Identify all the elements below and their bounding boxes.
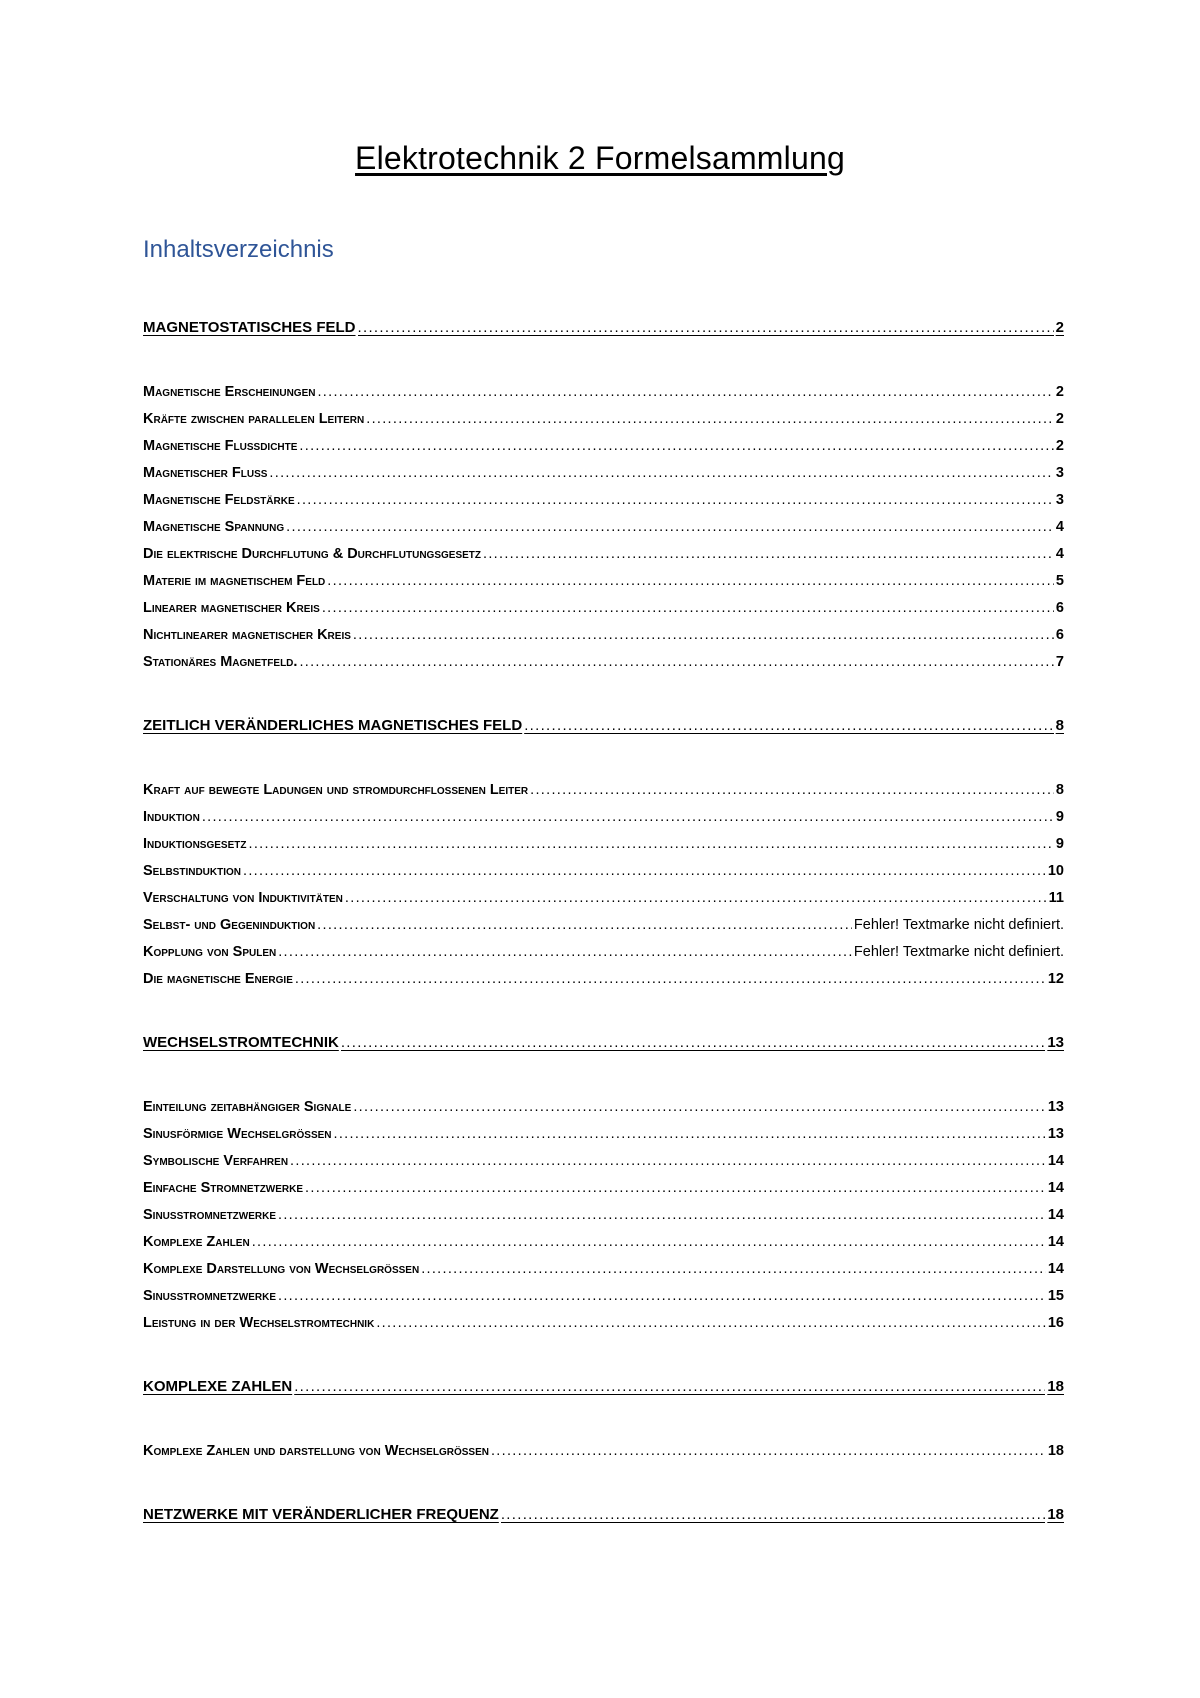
document-title: Elektrotechnik 2 Formelsammlung [355,140,845,176]
toc-leader-dots [252,1232,1046,1252]
toc-page-number: 5 [1055,573,1064,589]
toc-entry-label: Magnetische Feldstärke [143,492,295,508]
toc-page-error: Fehler! Textmarke nicht definiert. [853,917,1064,933]
toc-page-number: 14 [1047,1153,1064,1169]
toc-leader-dots [297,490,1054,510]
toc-entry[interactable] [143,1232,1064,1252]
toc-leader-dots [248,834,1053,854]
toc-entry-label: Magnetische Spannung [143,519,285,535]
toc-leader-dots [353,625,1054,645]
toc-page-number: 2 [1055,384,1064,400]
toc-page-number: 6 [1055,600,1064,616]
toc-page-number: 13 [1047,1034,1064,1051]
toc-entry[interactable] [143,490,1064,510]
toc-leader-dots [269,463,1054,483]
toc-entry[interactable] [143,1313,1064,1333]
toc-entry-label: Einfache Stromnetzwerke [143,1180,304,1196]
toc-entry[interactable] [143,571,1064,591]
toc-page-number: 18 [1047,1506,1064,1523]
toc-entry-label: Stationäres Magnetfeld. [143,654,298,670]
toc-leader-dots [278,1286,1046,1306]
toc-section-label: WECHSELSTROMTECHNIK [143,1034,339,1051]
toc-leader-dots [290,1151,1046,1171]
toc-entry-label: Komplexe Zahlen und darstellung von Wechselgrößen [143,1443,489,1459]
toc-leader-dots [299,436,1054,456]
toc-leader-dots [334,1124,1046,1144]
toc-entry-label: Selbstinduktion [143,863,242,879]
toc-page-number: 18 [1047,1378,1064,1395]
toc-page-number: 10 [1047,863,1064,879]
toc-entry[interactable] [143,436,1064,456]
toc-leader-dots [278,1205,1046,1225]
toc-page-number: 6 [1055,627,1064,643]
toc-entry-label: Sinusförmige Wechselgrößen [143,1126,332,1142]
toc-page-number: 16 [1047,1315,1064,1331]
toc-entry-label: Induktion [143,809,200,825]
toc-leader-dots [421,1259,1046,1279]
toc-page-number: 14 [1047,1261,1064,1277]
toc-leader-dots [530,780,1054,800]
toc-entry[interactable] [143,409,1064,429]
toc-entry-label: Symbolische Verfahren [143,1153,289,1169]
toc-page-number: 2 [1055,319,1064,336]
toc-leader-dots [317,382,1053,402]
toc-entry-label: Magnetische Flussdichte [143,438,298,454]
toc-page-number: 9 [1055,809,1064,825]
toc-entry-label: Verschaltung von Induktivitäten [143,890,343,906]
toc-page-number: 8 [1055,782,1064,798]
toc-entry-label: Induktionsgesetz [143,836,247,852]
toc-entry-label: Linearer magnetischer Kreis [143,600,320,616]
toc-leader-dots [358,318,1054,338]
toc-entry[interactable] [143,1286,1064,1306]
toc-leader-dots [524,716,1053,736]
toc-leader-dots [376,1313,1046,1333]
toc-leader-dots [294,1377,1045,1397]
toc-entry[interactable] [143,1124,1064,1144]
toc-page-number: 2 [1055,411,1064,427]
toc-leader-dots [345,888,1047,908]
toc-entry[interactable] [143,1151,1064,1171]
toc-leader-dots [483,544,1054,564]
toc-entry[interactable] [143,1178,1064,1198]
toc-leader-dots [305,1178,1046,1198]
toc-page-number: 15 [1047,1288,1064,1304]
toc-entry[interactable] [143,915,1064,935]
toc-leader-dots [243,861,1046,881]
toc-entry[interactable] [143,861,1064,881]
toc-leader-dots [341,1033,1045,1053]
toc-section-komplexe-zahlen[interactable] [143,1377,1064,1397]
toc-entry-label: Die magnetische Energie [143,971,293,987]
toc-page-number: 4 [1055,546,1064,562]
toc-heading: Inhaltsverzeichnis [143,236,334,263]
toc-page-number: 8 [1055,717,1064,734]
toc-entry[interactable] [143,834,1064,854]
toc-entry[interactable] [143,969,1064,989]
toc-page-number: 2 [1055,438,1064,454]
toc-entry[interactable] [143,1441,1064,1461]
toc-leader-dots [322,598,1054,618]
toc-section-zeitlich-veraenderliches-magnetisches-feld[interactable] [143,716,1064,736]
toc-leader-dots [491,1441,1046,1461]
toc-section-netzwerke-mit-veraenderlicher-frequenz[interactable] [143,1505,1064,1525]
toc-entry[interactable] [143,780,1064,800]
toc-entry-label: Sinusstromnetzwerke [143,1207,277,1223]
toc-leader-dots [353,1097,1046,1117]
toc-entry[interactable] [143,382,1064,402]
toc-entry[interactable] [143,1259,1064,1279]
toc-leader-dots [299,652,1053,672]
toc-page-error: Fehler! Textmarke nicht definiert. [853,944,1064,960]
toc-leader-dots [286,517,1054,537]
toc-section-label: MAGNETOSTATISCHES FELD [143,319,356,336]
toc-entry[interactable] [143,625,1064,645]
toc-entry-label: Magnetischer Fluss [143,465,268,481]
toc-page-number: 12 [1047,971,1064,987]
toc-leader-dots [366,409,1054,429]
toc-entry-label: Komplexe Zahlen [143,1234,250,1250]
toc-entry-label: Einteilung zeitabhängiger Signale [143,1099,352,1115]
toc-section-wechselstromtechnik[interactable] [143,1033,1064,1053]
toc-page-number: 3 [1055,465,1064,481]
toc-entry[interactable] [143,598,1064,618]
toc-leader-dots [202,807,1054,827]
toc-entry[interactable] [143,463,1064,483]
toc-entry-label: Materie im magnetischem Feld [143,573,326,589]
toc-entry[interactable] [143,652,1064,672]
toc-section-label: KOMPLEXE ZAHLEN [143,1378,293,1395]
toc-entry[interactable] [143,1205,1064,1225]
toc-entry[interactable] [143,807,1064,827]
toc-section-magnetostatisches-feld[interactable] [143,318,1064,338]
toc-page-number: 3 [1055,492,1064,508]
toc-entry-label: Sinusstromnetzwerke [143,1288,277,1304]
toc-entry[interactable] [143,1097,1064,1117]
toc-leader-dots [501,1505,1045,1525]
toc-page-number: 18 [1047,1443,1064,1459]
toc-section-label: ZEITLICH VERÄNDERLICHES MAGNETISCHES FELD [143,717,523,734]
toc-page-number: 14 [1047,1207,1064,1223]
toc-leader-dots [278,942,852,962]
toc-entry-label: Leistung in der Wechselstromtechnik [143,1315,375,1331]
toc-entry-label: Kopplung von Spulen [143,944,277,960]
toc-entry-label: Kräfte zwischen parallelen Leitern [143,411,365,427]
toc-page-number: 9 [1055,836,1064,852]
toc-page-number: 11 [1048,890,1064,906]
toc-page-number: 14 [1047,1180,1064,1196]
toc-section-label: NETZWERKE MIT VERÄNDERLICHER FREQUENZ [143,1506,499,1523]
toc-entry-label: Magnetische Erscheinungen [143,384,316,400]
toc-entry[interactable] [143,517,1064,537]
toc-page-number: 14 [1047,1234,1064,1250]
toc-entry[interactable] [143,888,1064,908]
toc-entry-label: Nichtlinearer magnetischer Kreis [143,627,351,643]
toc-leader-dots [327,571,1054,591]
toc-entry[interactable] [143,942,1064,962]
toc-leader-dots [295,969,1046,989]
toc-page-number: 4 [1055,519,1064,535]
toc-page-number: 13 [1047,1126,1064,1142]
toc-entry-label: Kraft auf bewegte Ladungen und stromdurchflossenen Leiter [143,782,529,798]
toc-entry-label: Selbst- und Gegeninduktion [143,917,316,933]
toc-entry[interactable] [143,544,1064,564]
toc-page-number: 7 [1055,654,1064,670]
toc-leader-dots [317,915,852,935]
toc-entry-label: Die elektrische Durchflutung & Durchflutungsgesetz [143,546,481,562]
toc-page-number: 13 [1047,1099,1064,1115]
toc-entry-label: Komplexe Darstellung von Wechselgrößen [143,1261,420,1277]
